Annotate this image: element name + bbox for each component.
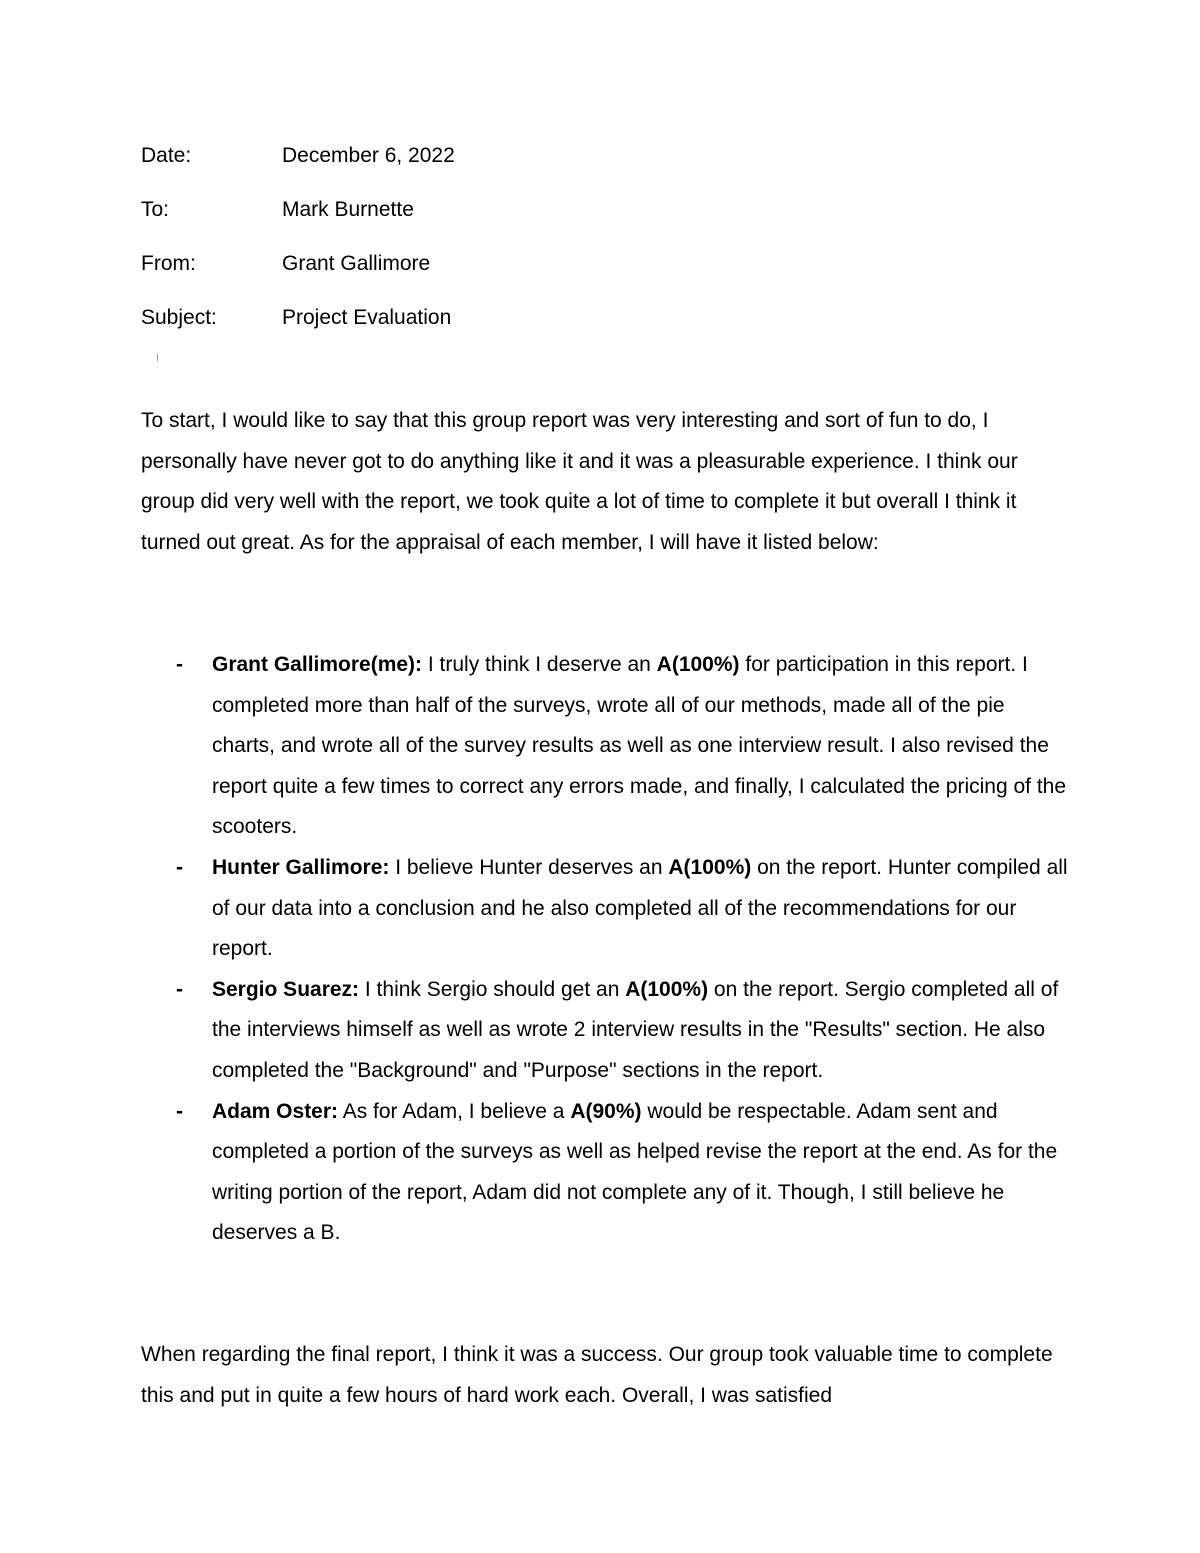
- member-text: on the report. Hunter compiled all of our data into a conclusion and he also completed all of the recommendations for our report.: [212, 855, 1068, 961]
- closing-paragraph: When regarding the final report, I think it was a success. Our group took valuable time to complete this and put in quite a few hours of hard work each. Overall, I was satisfied: [141, 1343, 1053, 1407]
- member-text: I truly think I deserve an: [422, 653, 657, 676]
- memo-to-label: To:: [141, 198, 170, 221]
- member-name: Hunter Gallimore:: [212, 855, 390, 879]
- memo-date-value: December 6, 2022: [282, 144, 455, 167]
- member-text: for participation in this report. I completed more than half of the surveys, wrote all of our methods, made all of the pie charts, and wrote all of the survey results as well as one interview result. I also revised the report quite a few times to correct any errors made, and finally, I calculated the pricing of the scooters.: [212, 653, 1067, 839]
- member-name: Grant Gallimore(me):: [212, 653, 423, 676]
- member-text: I think Sergio should get an: [359, 977, 626, 1001]
- memo-subject-label: Subject:: [141, 306, 217, 329]
- member-evaluation-item: [141, 970, 1071, 1092]
- member-evaluation-item: [141, 1092, 1071, 1254]
- memo-from-label: From:: [141, 252, 196, 275]
- bullet-dash: -: [176, 977, 183, 1001]
- memo-date-label: Date:: [141, 144, 192, 167]
- memo-subject-value: Project Evaluation: [282, 306, 452, 329]
- text-cursor-mark: [157, 354, 158, 361]
- member-evaluation-item: [141, 645, 1071, 848]
- member-grade: A(100%): [668, 855, 752, 879]
- member-text: I believe Hunter deserves an: [389, 855, 669, 879]
- member-evaluation-list: [141, 645, 1071, 1254]
- member-grade: A(90%): [570, 1099, 642, 1123]
- member-name: Sergio Suarez:: [212, 977, 360, 1001]
- member-grade: A(100%): [625, 977, 709, 1001]
- member-name: Adam Oster:: [212, 1099, 339, 1123]
- bullet-dash: -: [176, 1099, 183, 1123]
- memo-from-value: Grant Gallimore: [282, 252, 431, 275]
- memo-to-value: Mark Burnette: [282, 198, 414, 221]
- member-text: on the report. Sergio completed all of the interviews himself as well as wrote 2 interview results in the "Results" section. He also completed the "Background" and "Purpose" sections in the report.: [212, 977, 1059, 1082]
- bullet-dash: -: [176, 855, 183, 879]
- member-text: As for Adam, I believe a: [338, 1099, 571, 1123]
- intro-paragraph: To start, I would like to say that this group report was very interesting and sort of fun to do, I personally have never got to do anything like it and it was a pleasurable experience. I think our group did very well with the report, we took quite a lot of time to complete it but overall I think it turned out great. As for the appraisal of each member, I will have it listed below:: [141, 409, 1018, 554]
- member-grade: A(100%): [656, 653, 740, 676]
- member-text: would be respectable. Adam sent and completed a portion of the surveys as well as helped revise the report at the end. As for the writing portion of the report, Adam did not complete any of it. Though, I still believe he deserves a B.: [212, 1099, 1058, 1245]
- bullet-dash: -: [176, 653, 183, 676]
- member-evaluation-item: [141, 848, 1071, 970]
